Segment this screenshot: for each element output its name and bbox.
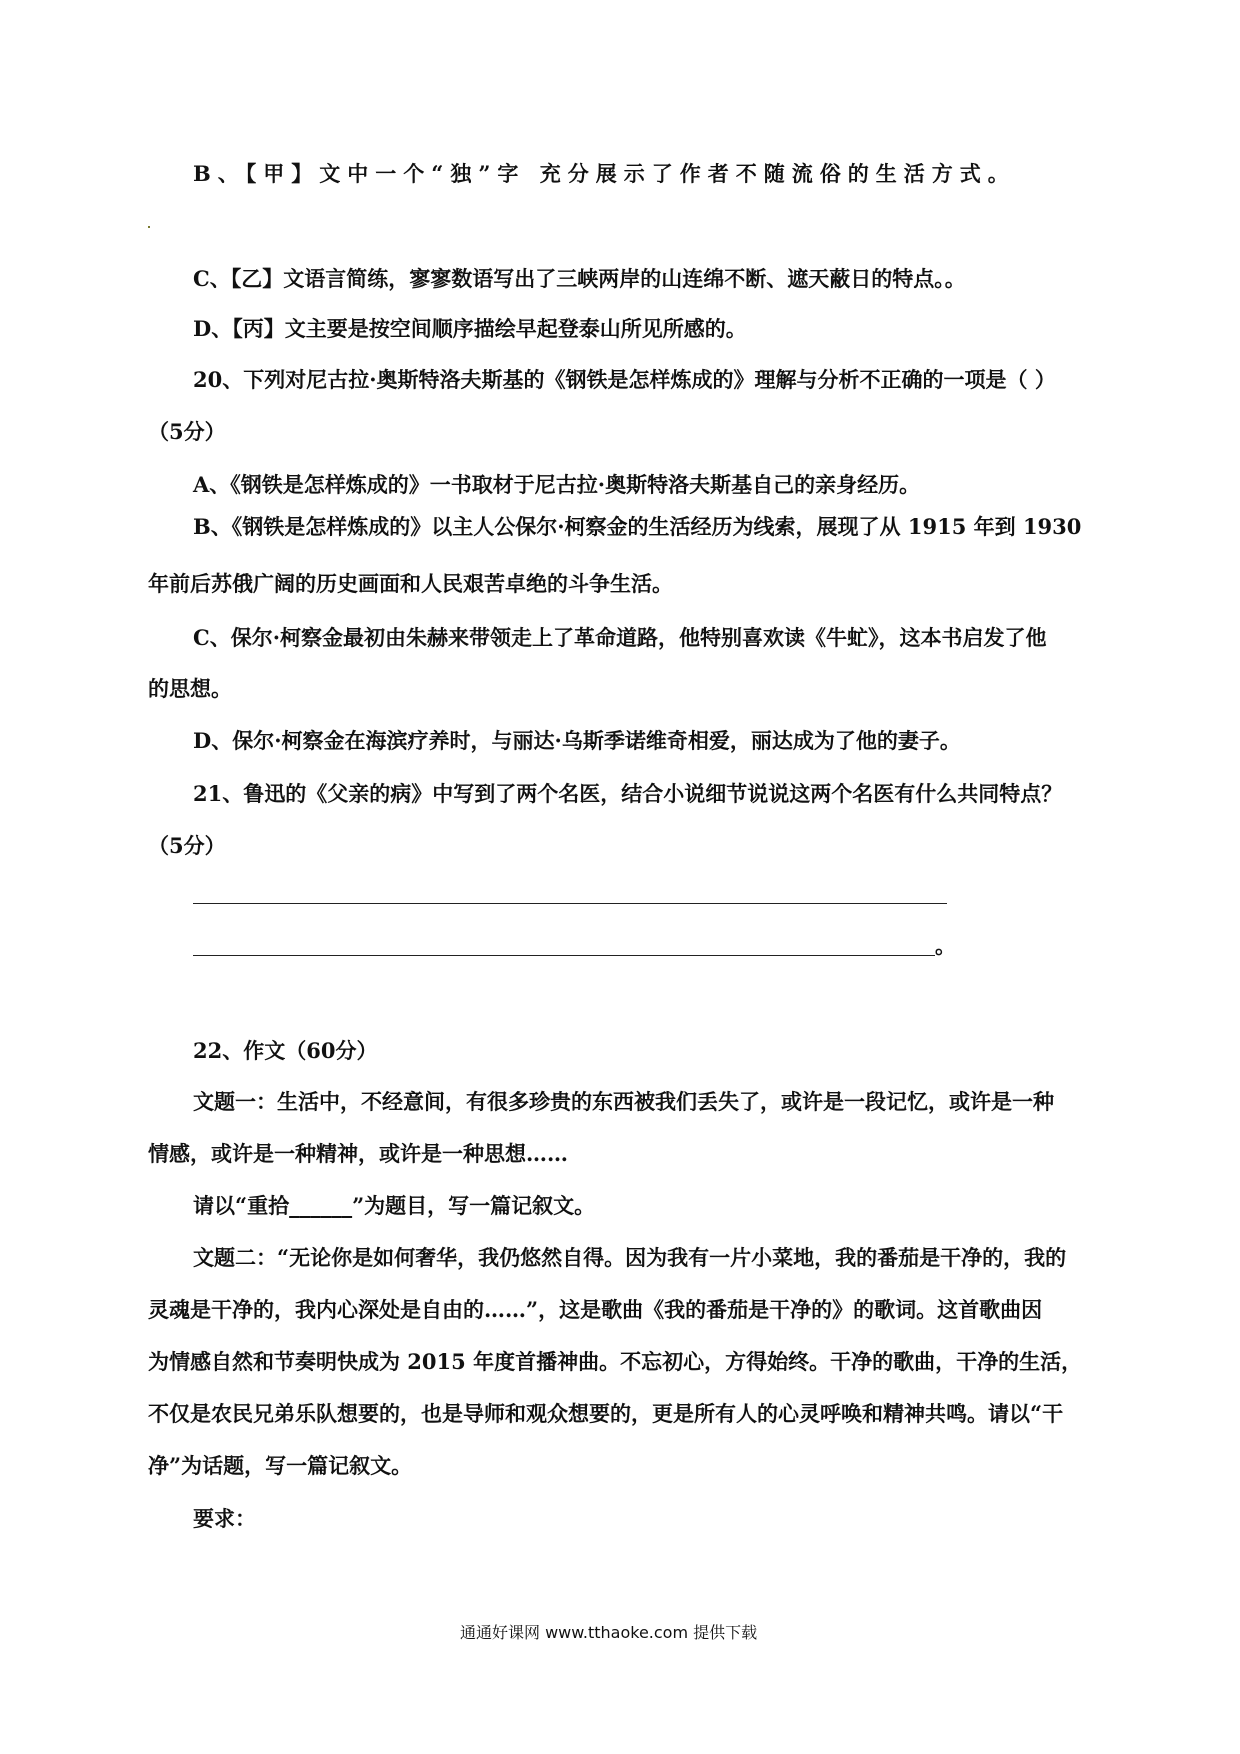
question-20: 20、下列对尼古拉·奥斯特洛夫斯基的《钢铁是怎样炼成的》理解与分析不正确的一项是（ ） (193, 367, 1056, 392)
answer-line-end-mark: 。 (935, 933, 956, 958)
prompt-two-line2: 灵魂是干净的，我内心深处是自由的……”，这是歌曲《我的番茄是干净的》的歌词。这首歌曲因 (148, 1297, 1043, 1322)
option-d-19: D、【丙】文主要是按空间顺序描绘早起登泰山所见所感的。 (193, 316, 747, 341)
prompt-one-line2: 情感，或许是一种精神，或许是一种思想…… (148, 1141, 568, 1166)
prompt-one-instruction: 请以“重拾______”为题目，写一篇记叙文。 (193, 1193, 596, 1218)
option-b-19: B、【甲】文中一个“独”字 充分展示了作者不随流俗的生活方式。 (193, 161, 1016, 186)
answer-line-2[interactable] (193, 955, 935, 956)
option-b-20-line1: B、《钢铁是怎样炼成的》以主人公保尔·柯察金的生活经历为线索，展现了从 1915 年到 1930 (193, 514, 1082, 539)
option-a-20: A、《钢铁是怎样炼成的》一书取材于尼古拉·奥斯特洛夫斯基自己的亲身经历。 (193, 472, 921, 497)
question-21: 21、鲁迅的《父亲的病》中写到了两个名医，结合小说细节说说这两个名医有什么共同特点？ (193, 781, 1063, 806)
speck-mark (148, 226, 150, 228)
option-c-19: C、【乙】文语言简练，寥寥数语写出了三峡两岸的山连绵不断、遮天蔽日的特点。。 (193, 266, 966, 291)
page-footer: 通通好课网 www.tthaoke.com 提供下载 (460, 1623, 758, 1642)
question-21-score: （5分） (148, 833, 226, 858)
prompt-one-line1: 文题一：生活中，不经意间，有很多珍贵的东西被我们丢失了，或许是一段记忆，或许是一种 (193, 1089, 1054, 1114)
question-20-score: （5分） (148, 419, 226, 444)
option-b-20-line2: 年前后苏俄广阔的历史画面和人民艰苦卓绝的斗争生活。 (148, 571, 673, 596)
requirements-label: 要求： (193, 1506, 256, 1531)
answer-line-1[interactable] (193, 903, 947, 904)
option-c-20-line1: C、保尔·柯察金最初由朱赫来带领走上了革命道路，他特别喜欢读《牛虻》，这本书启发了他 (193, 625, 1047, 650)
prompt-two-line4: 不仅是农民兄弟乐队想要的，也是导师和观众想要的，更是所有人的心灵呼唤和精神共鸣。请以“干 (148, 1401, 1064, 1426)
option-c-20-line2: 的思想。 (148, 676, 232, 701)
question-22: 22、作文（60分） (193, 1038, 378, 1063)
prompt-two-line1: 文题二：“无论你是如何奢华，我仍悠然自得。因为我有一片小菜地，我的番茄是干净的，我的 (193, 1245, 1067, 1270)
prompt-two-line3: 为情感自然和节奏明快成为 2015 年度首播神曲。不忘初心，方得始终。干净的歌曲，干净的生活， (148, 1349, 1083, 1374)
prompt-two-line5: 净”为话题，写一篇记叙文。 (148, 1453, 413, 1478)
option-d-20: D、保尔·柯察金在海滨疗养时，与丽达·乌斯季诺维奇相爱，丽达成为了他的妻子。 (193, 728, 961, 753)
